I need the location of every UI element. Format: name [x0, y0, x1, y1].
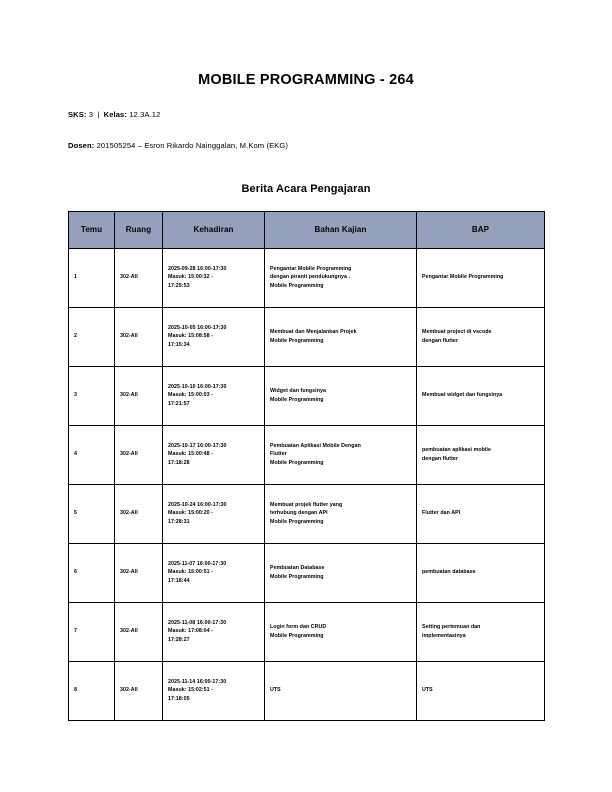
bap-line-2: implementasinya: [422, 632, 466, 639]
cell-temu: 3: [69, 366, 115, 425]
bap-line-2: dengan flutter: [422, 337, 459, 344]
cell-ruang: 302-All: [115, 484, 163, 543]
cell-bahan-kajian: [265, 543, 417, 602]
bap-line-1: Setting pertemuan dan: [422, 624, 481, 631]
table-row: [69, 366, 545, 425]
bahan-kajian-line-2: Flutter: [270, 451, 287, 458]
cell-bap: [417, 484, 545, 543]
kehadiran-line-2: Masuk: 15:08:58 -: [168, 333, 214, 340]
cell-temu: 6: [69, 543, 115, 602]
cell-ruang: 302-All: [115, 661, 163, 720]
kehadiran-line-3: 17:25:53: [168, 283, 190, 289]
cell-kehadiran: [163, 425, 265, 484]
cell-bahan-kajian: [265, 425, 417, 484]
bahan-kajian-line-2: Mobile Programming: [270, 573, 324, 580]
meta-separator: |: [97, 110, 100, 119]
bahan-kajian-line-1: Membuat dan Menjalankan Projek: [270, 329, 357, 336]
kelas-value: 12.3A.12: [129, 110, 161, 119]
dosen-label: Dosen:: [68, 140, 95, 150]
table-body: [69, 248, 545, 720]
cell-bap: [417, 425, 545, 484]
teaching-log-table: [68, 211, 545, 721]
kehadiran-line-1: 2025-09-28 16:00-17:30: [168, 265, 227, 272]
bahan-kajian-line-2: Mobile Programming: [270, 396, 324, 403]
cell-temu: 7: [69, 602, 115, 661]
kehadiran-line-2: Masuk: 15:00:32 -: [168, 274, 214, 281]
kehadiran-line-3: 17:18:28: [168, 460, 190, 466]
cell-temu: 1: [69, 248, 115, 307]
lecturer-meta-line: [68, 141, 544, 151]
kehadiran-line-1: 2025-10-05 16:00-17:30: [168, 324, 227, 331]
cell-temu: 8: [69, 661, 115, 720]
cell-ruang: 302-All: [115, 307, 163, 366]
section-title: Berita Acara Pengajaran: [241, 182, 371, 195]
bap-line-1: pembuatan aplikasi mobile: [422, 447, 491, 454]
bahan-kajian-line-1: Login form dan CRUD: [270, 624, 327, 631]
bap-line-1: pembuatan database: [422, 569, 476, 576]
bap-line-1: Membuat widget dan fungsinya: [422, 392, 503, 399]
column-header-kehadiran: Kehadiran: [163, 211, 265, 248]
cell-kehadiran: [163, 248, 265, 307]
kehadiran-line-3: 17:28:31: [168, 519, 190, 525]
cell-bap: [417, 248, 545, 307]
kehadiran-line-1: 2025-10-17 16:00-17:30: [168, 442, 227, 449]
table-row: [69, 661, 545, 720]
cell-bahan-kajian: [265, 307, 417, 366]
kehadiran-line-1: 2025-10-24 16:00-17:30: [168, 501, 227, 508]
cell-kehadiran: [163, 661, 265, 720]
column-header-bap: BAP: [417, 211, 545, 248]
page-title: MOBILE PROGRAMMING - 264: [198, 72, 414, 88]
bahan-kajian-line-1: Widget dan fungsinya: [270, 388, 326, 395]
table-row: [69, 602, 545, 661]
cell-kehadiran: [163, 543, 265, 602]
kehadiran-line-2: Masuk: 15:00:51 -: [168, 569, 214, 576]
sks-label: SKS:: [68, 110, 87, 119]
kehadiran-line-2: Masuk: 15:00:03 -: [168, 392, 214, 399]
kehadiran-line-1: 2025-11-14 16:00-17:30: [168, 678, 227, 685]
table-row: [69, 248, 545, 307]
bahan-kajian-line-1: Pembuatan Database: [270, 565, 325, 572]
cell-ruang: 302-All: [115, 602, 163, 661]
kehadiran-line-3: 17:18:05: [168, 696, 190, 702]
cell-kehadiran: [163, 484, 265, 543]
cell-bahan-kajian: [265, 366, 417, 425]
kehadiran-line-3: 17:18:44: [168, 578, 190, 584]
bahan-kajian-line-1: Pengantar Mobile Programming: [270, 265, 352, 272]
bahan-kajian-line-3: Mobile Programming: [270, 460, 324, 466]
cell-bap: [417, 602, 545, 661]
bap-line-2: dengan flutter: [422, 455, 459, 462]
column-header-temu: Temu: [69, 211, 115, 248]
table-row: [69, 425, 545, 484]
kehadiran-line-3: 17:15:34: [168, 342, 190, 348]
kehadiran-line-2: Masuk: 15:02:51 -: [168, 687, 214, 694]
table-header-row: [69, 211, 545, 248]
cell-temu: 4: [69, 425, 115, 484]
course-meta-line: [68, 110, 544, 120]
cell-bap: [417, 661, 545, 720]
table-row: [69, 484, 545, 543]
bap-line-1: Membuat project di vscode: [422, 329, 492, 336]
column-header-ruang: Ruang: [115, 211, 163, 248]
bahan-kajian-line-1: UTS: [270, 687, 281, 694]
bap-line-1: Flutter dan API: [422, 510, 461, 517]
bap-line-1: Pengantar Mobile Programming: [422, 274, 504, 281]
bahan-kajian-line-2: Mobile Programming: [270, 632, 324, 639]
cell-temu: 2: [69, 307, 115, 366]
bahan-kajian-line-1: Pembuatan Aplikasi Mobile Dengan: [270, 442, 361, 449]
kehadiran-line-3: 17:21:57: [168, 401, 190, 407]
kehadiran-line-2: Masuk: 15:00:48 -: [168, 451, 214, 458]
bahan-kajian-line-3: Mobile Programming: [270, 519, 324, 525]
cell-kehadiran: [163, 366, 265, 425]
cell-kehadiran: [163, 602, 265, 661]
cell-ruang: 302-All: [115, 425, 163, 484]
cell-bahan-kajian: [265, 248, 417, 307]
bahan-kajian-line-3: Mobile Programming: [270, 283, 324, 289]
column-header-bahan-kajian: Bahan Kajian: [265, 211, 417, 248]
bahan-kajian-line-2: terhubung dengan API: [270, 510, 328, 517]
kehadiran-line-1: 2025-11-08 16:00-17:30: [168, 619, 227, 626]
kehadiran-line-1: 2025-11-07 16:00-17:30: [168, 560, 227, 567]
dosen-value: 201505254 – Esron Rikardo Nainggalan, M.Kom (EKG): [96, 140, 289, 150]
kehadiran-line-3: 17:28:27: [168, 637, 190, 643]
cell-bahan-kajian: [265, 661, 417, 720]
table-row: [69, 307, 545, 366]
cell-ruang: 302-All: [115, 543, 163, 602]
cell-bap: [417, 307, 545, 366]
cell-kehadiran: [163, 307, 265, 366]
sks-value: 3: [88, 110, 94, 119]
table-row: [69, 543, 545, 602]
cell-ruang: 302-All: [115, 366, 163, 425]
kehadiran-line-2: Masuk: 15:00:20 -: [168, 510, 214, 517]
cell-bahan-kajian: [265, 602, 417, 661]
cell-bap: [417, 366, 545, 425]
kelas-label: Kelas:: [103, 110, 128, 119]
kehadiran-line-1: 2025-10-10 16:00-17:30: [168, 383, 227, 390]
cell-bahan-kajian: [265, 484, 417, 543]
cell-temu: 5: [69, 484, 115, 543]
cell-ruang: 302-All: [115, 248, 163, 307]
bahan-kajian-line-2: dengan piranti pendukungnya .: [270, 274, 351, 281]
bap-line-1: UTS: [422, 687, 433, 694]
bahan-kajian-line-1: Membuat projek flutter yang: [270, 501, 343, 508]
bahan-kajian-line-2: Mobile Programming: [270, 337, 324, 344]
cell-bap: [417, 543, 545, 602]
kehadiran-line-2: Masuk: 17:08:04 -: [168, 628, 214, 635]
